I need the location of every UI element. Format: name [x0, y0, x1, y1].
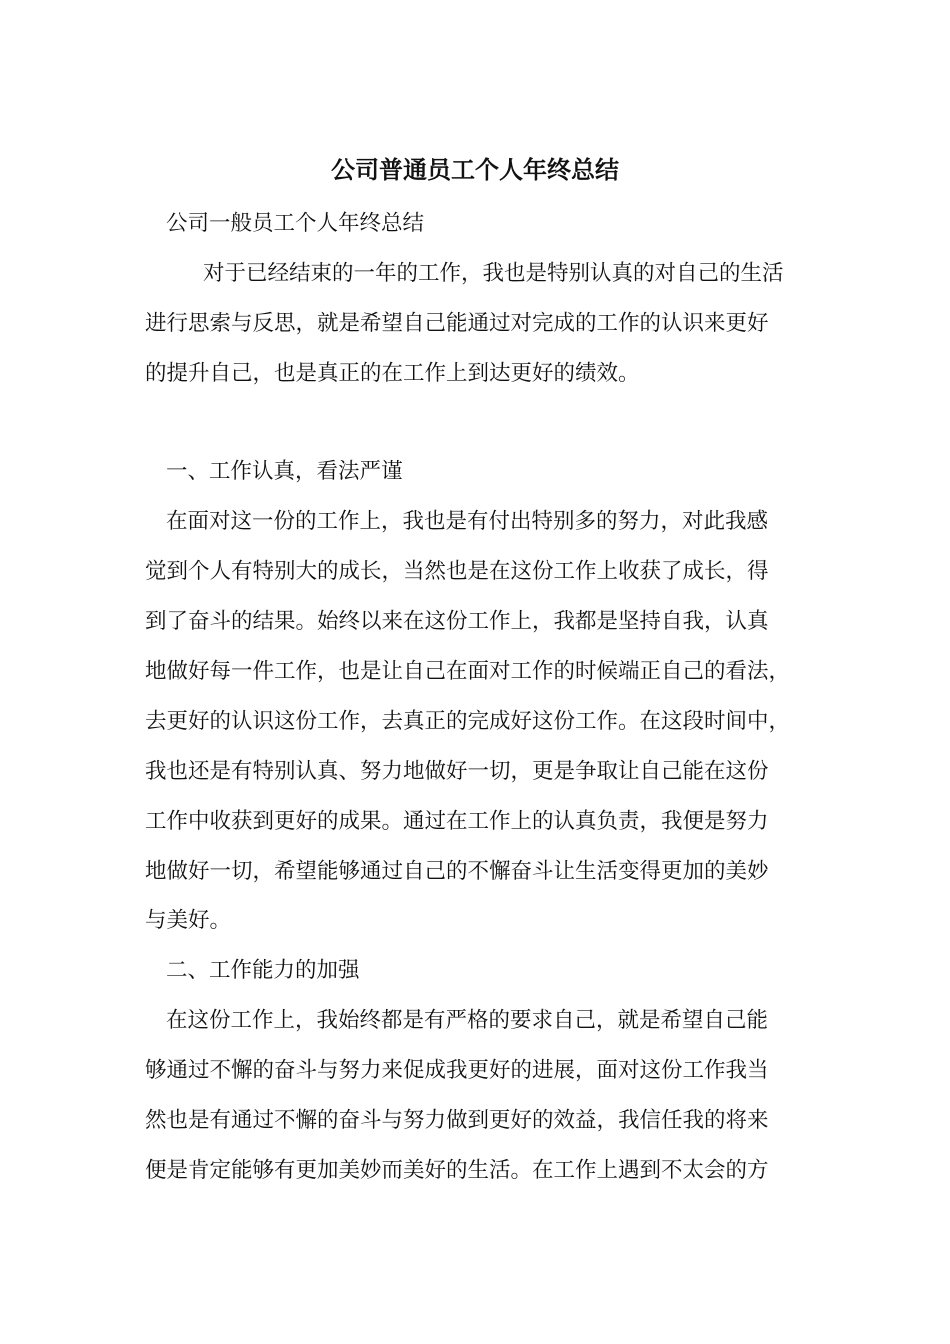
- section1-line-9: 与美好。: [145, 908, 232, 933]
- section1-line-8: 地做好一切，希望能够通过自己的不懈奋斗让生活变得更加的美妙: [145, 859, 769, 884]
- intro-line-1: 对于已经结束的一年的工作，我也是特别认真的对自己的生活: [203, 261, 784, 286]
- section1-line-6: 我也还是有特别认真、努力地做好一切，更是争取让自己能在这份: [145, 759, 769, 784]
- section2-heading: 二、工作能力的加强: [166, 958, 360, 983]
- section2-line-3: 然也是有通过不懈的奋斗与努力做到更好的效益，我信任我的将来: [145, 1108, 769, 1133]
- section1-line-3: 到了奋斗的结果。始终以来在这份工作上，我都是坚持自我，认真: [145, 609, 769, 634]
- section1-line-1: 在面对这一份的工作上，我也是有付出特别多的努力，对此我感: [166, 509, 769, 534]
- section1-line-7: 工作中收获到更好的成果。通过在工作上的认真负责，我便是努力: [145, 809, 769, 834]
- section1-line-2: 觉到个人有特别大的成长，当然也是在这份工作上收获了成长，得: [145, 559, 769, 584]
- document-subtitle: 公司一般员工个人年终总结: [166, 211, 425, 236]
- document-title: 公司普通员工个人年终总结: [331, 155, 619, 184]
- intro-line-3: 的提升自己，也是真正的在工作上到达更好的绩效。: [145, 361, 640, 386]
- section2-line-4: 便是肯定能够有更加美妙而美好的生活。在工作上遇到不太会的方: [145, 1158, 769, 1183]
- section1-heading: 一、工作认真，看法严谨: [166, 459, 403, 484]
- section1-line-4: 地做好每一件工作，也是让自己在面对工作的时候端正自己的看法，: [145, 659, 791, 684]
- section2-line-1: 在这份工作上，我始终都是有严格的要求自己，就是希望自己能: [166, 1008, 769, 1033]
- intro-line-2: 进行思索与反思，就是希望自己能通过对完成的工作的认识来更好: [145, 311, 769, 336]
- section1-line-5: 去更好的认识这份工作，去真正的完成好这份工作。在这段时间中，: [145, 709, 791, 734]
- section2-line-2: 够通过不懈的奋斗与努力来促成我更好的进展，面对这份工作我当: [145, 1058, 769, 1083]
